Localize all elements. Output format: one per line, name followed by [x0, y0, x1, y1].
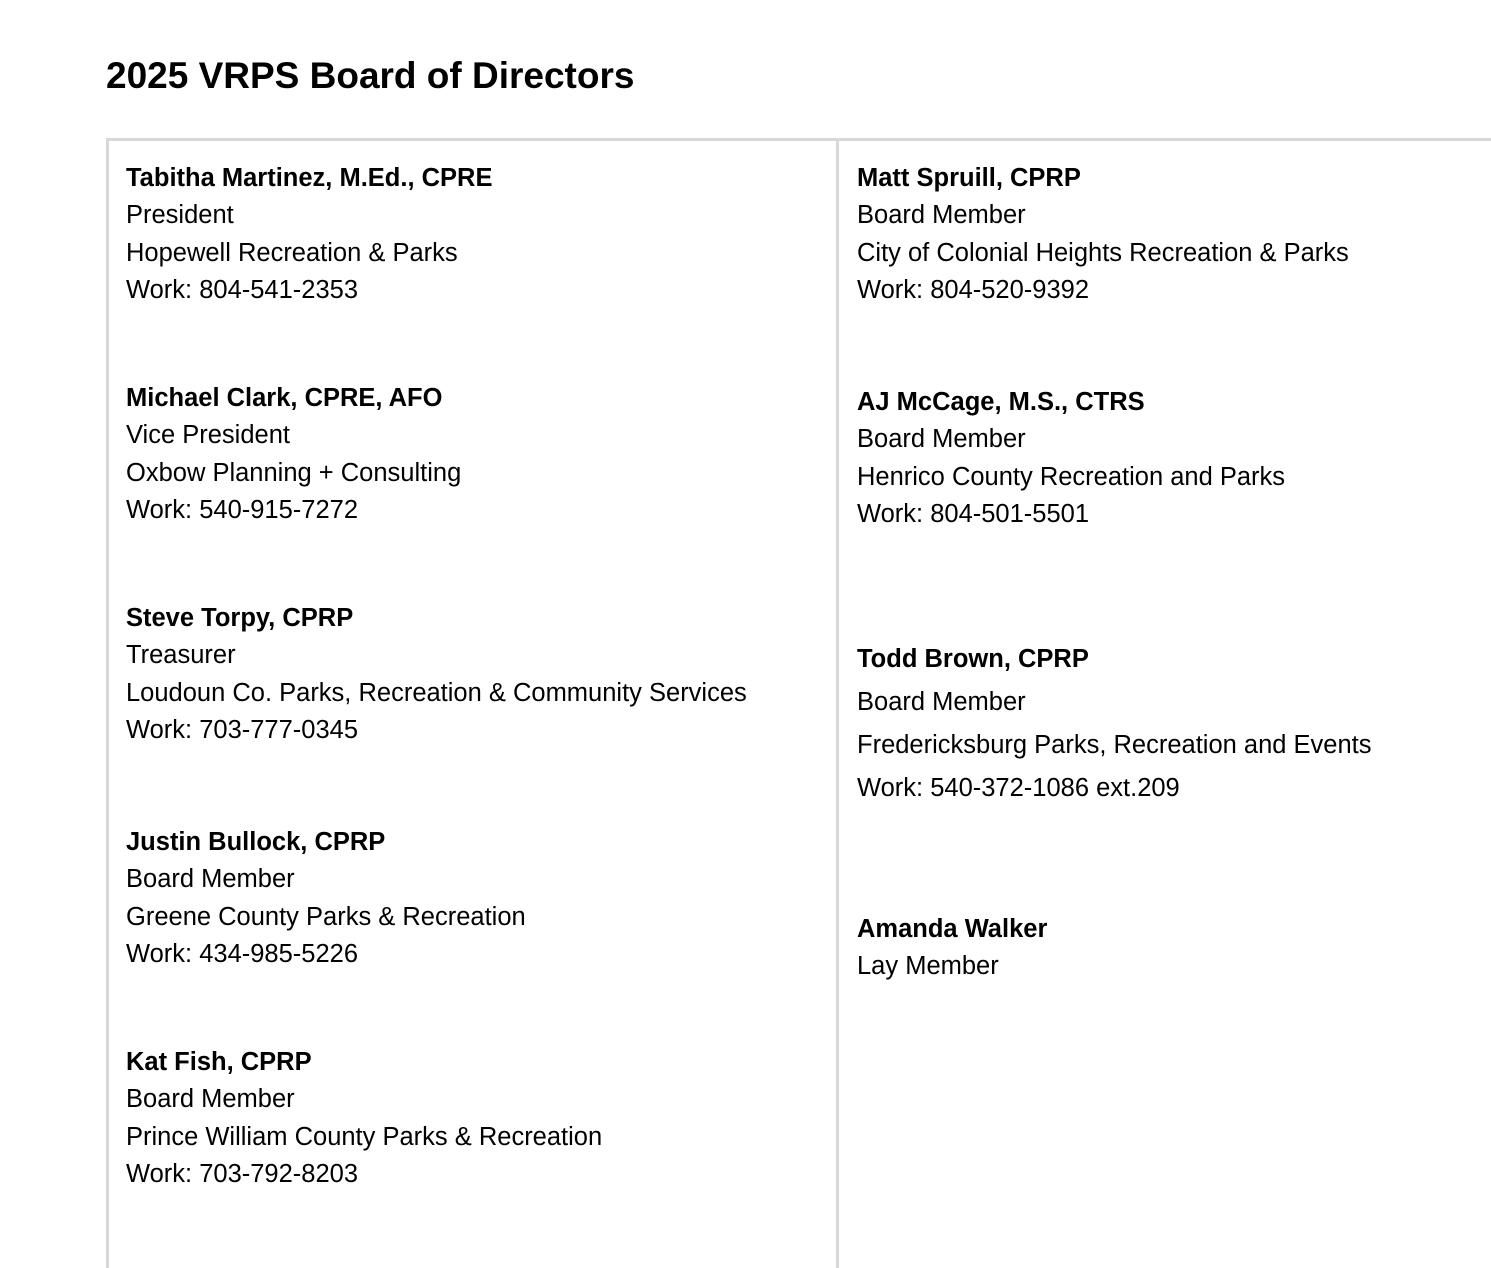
board-member-entry	[857, 384, 1285, 533]
member-role: Board Member	[857, 688, 1026, 716]
member-name: Todd Brown, CPRP	[857, 645, 1089, 673]
member-role: Vice President	[126, 421, 290, 450]
member-name: Kat Fish, CPRP	[126, 1048, 312, 1076]
board-member-entry	[857, 160, 1349, 309]
member-phone: Work: 804-520-9392	[857, 275, 1090, 304]
member-role: Board Member	[126, 865, 295, 894]
table-left-border	[106, 138, 109, 1268]
member-organization: Oxbow Planning + Consulting	[126, 458, 462, 487]
member-name: Steve Torpy, CPRP	[126, 604, 354, 632]
member-role: Board Member	[126, 1085, 295, 1114]
member-name: Michael Clark, CPRE, AFO	[126, 384, 443, 412]
board-member-entry	[857, 911, 1047, 986]
member-role: Treasurer	[126, 641, 236, 670]
member-name: Tabitha Martinez, M.Ed., CPRE	[126, 164, 493, 192]
member-phone: Work: 703-777-0345	[126, 715, 359, 744]
board-member-entry	[126, 160, 492, 309]
member-organization: Loudoun Co. Parks, Recreation & Community Services	[126, 678, 747, 707]
member-phone: Work: 703-792-8203	[126, 1159, 359, 1188]
member-name: AJ McCage, M.S., CTRS	[857, 388, 1145, 416]
member-name: Amanda Walker	[857, 915, 1048, 943]
member-role: Board Member	[857, 425, 1026, 454]
member-phone: Work: 540-915-7272	[126, 495, 359, 524]
table-top-border	[106, 138, 1491, 141]
page-title: 2025 VRPS Board of Directors	[106, 55, 635, 96]
member-role: Board Member	[857, 201, 1026, 230]
member-organization: Henrico County Recreation and Parks	[857, 462, 1286, 491]
board-member-entry	[126, 1044, 602, 1193]
board-member-entry	[126, 380, 461, 529]
member-name: Justin Bullock, CPRP	[126, 828, 386, 856]
board-member-entry	[126, 824, 526, 973]
column-divider	[836, 138, 839, 1268]
member-organization: City of Colonial Heights Recreation & Parks	[857, 238, 1349, 267]
member-organization: Hopewell Recreation & Parks	[126, 238, 458, 267]
member-organization: Fredericksburg Parks, Recreation and Events	[857, 731, 1372, 759]
member-phone: Work: 540-372-1086 ext.209	[857, 774, 1180, 802]
member-phone: Work: 804-501-5501	[857, 499, 1090, 528]
member-name: Matt Spruill, CPRP	[857, 164, 1081, 192]
member-organization: Greene County Parks & Recreation	[126, 902, 526, 931]
board-member-entry	[126, 600, 747, 749]
member-phone: Work: 434-985-5226	[126, 939, 359, 968]
member-organization: Prince William County Parks & Recreation	[126, 1122, 603, 1151]
member-role: Lay Member	[857, 952, 999, 981]
member-role: President	[126, 201, 234, 230]
board-member-entry	[857, 638, 1371, 810]
board-directory-table	[106, 138, 1491, 1268]
member-phone: Work: 804-541-2353	[126, 275, 359, 304]
